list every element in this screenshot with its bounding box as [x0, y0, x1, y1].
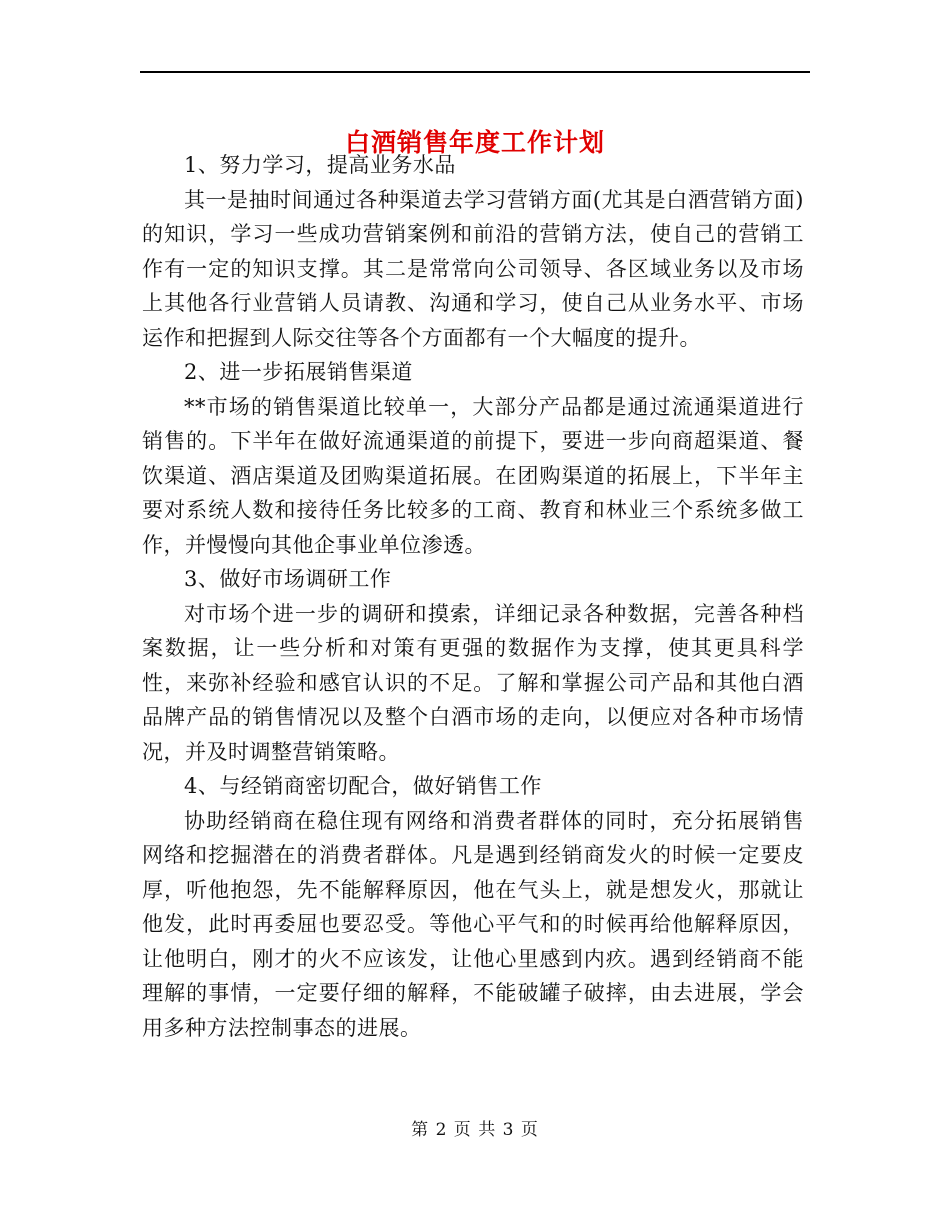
- section-2: [142, 355, 804, 562]
- section-3: [142, 562, 804, 769]
- section-paragraph: 对市场个进一步的调研和摸索，详细记录各种数据，完善各种档案数据，让一些分析和对策有更强的数据作为支撑，使其更具科学性，来弥补经验和感官认识的不足。了解和掌握公司产品和其他白酒品牌产品的销售情况以及整个白酒市场的走向，以便应对各种市场情况，并及时调整营销策略。: [142, 601, 804, 764]
- header-rule: [140, 71, 810, 73]
- section-heading: 4、与经销商密切配合，做好销售工作: [184, 774, 542, 798]
- section-heading: 3、做好市场调研工作: [184, 567, 392, 591]
- document-body: [142, 148, 804, 1045]
- section-heading: 1、努力学习，提高业务水品: [184, 153, 456, 177]
- section-paragraph: 协助经销商在稳住现有网络和消费者群体的同时，充分拓展销售网络和挖掘潜在的消费者群体。凡是遇到经销商发火的时候一定要皮厚，听他抱怨，先不能解释原因，他在气头上，就是想发火，那就让他发，此时再委屈也要忍受。等他心平气和的时候再给他解释原因，让他明白，刚才的火不应该发，让他心里感到内疚。遇到经销商不能理解的事情，一定要仔细的解释，不能破罐子破摔，由去进展，学会用多种方法控制事态的进展。: [142, 808, 804, 1040]
- section-paragraph: **市场的销售渠道比较单一，大部分产品都是通过流通渠道进行销售的。下半年在做好流通渠道的前提下，要进一步向商超渠道、餐饮渠道、酒店渠道及团购渠道拓展。在团购渠道的拓展上，下半年主要对系统人数和接待任务比较多的工商、教育和林业三个系统多做工作，并慢慢向其他企事业单位渗透。: [142, 394, 804, 557]
- section-heading: 2、进一步拓展销售渠道: [184, 360, 413, 384]
- page-number: 第 2 页 共 3 页: [411, 1120, 539, 1140]
- section-1: [142, 148, 804, 355]
- section-paragraph: 其一是抽时间通过各种渠道去学习营销方面(尤其是白酒营销方面)的知识，学习一些成功营销案例和前沿的营销方法，使自己的营销工作有一定的知识支撑。其二是常常向公司领导、各区域业务以及市场上其他各行业营销人员请教、沟通和学习，使自己从业务水平、市场运作和把握到人际交往等各个方面都有一个大幅度的提升。: [142, 187, 804, 350]
- section-4: [142, 769, 804, 1045]
- document-title: 白酒销售年度工作计划: [344, 127, 605, 157]
